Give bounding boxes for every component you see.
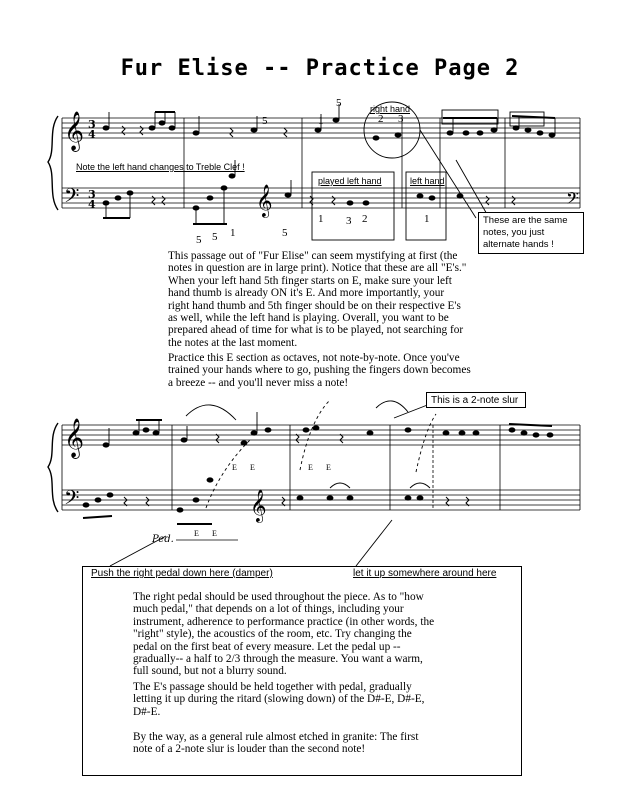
- svg-text:1: 1: [318, 213, 324, 225]
- svg-text:5: 5: [336, 97, 342, 109]
- system1-bass-staff: [62, 188, 580, 208]
- svg-text:2: 2: [378, 113, 384, 125]
- intro-paragraph: This passage out of "Fur Elise" can seem mystifying at first (the notes in question are in large print). Notice that these are all "E's." When your left hand 5th finger starts on E, make sure your left hand thumb is already ON it's E. And more importantly, your right hand thumb and 5th finger should be on their respective E's as well, while the left hand is playing. Overall, you want to be prepared ahead of time for what is to be played, not searching for the notes at the last moment.: [168, 250, 467, 349]
- svg-text:2: 2: [362, 213, 368, 225]
- treble-clef-icon: 𝄞: [64, 111, 85, 151]
- e-passage-paragraph: The E's passage should be held together with pedal, gradually letting it up during the ritard (slowing down) of the D#-E, D#-E, D#-E.: [133, 681, 425, 718]
- treble-clef-icon: 𝄞: [64, 418, 85, 458]
- bass-clef-icon: 𝄢: [566, 188, 579, 212]
- pedal-down-label: Push the right pedal down here (damper): [91, 568, 273, 579]
- played-left-hand-label: played left hand: [318, 176, 382, 186]
- svg-text:3: 3: [346, 215, 352, 227]
- treble-clef-note: Note the left hand changes to Treble Clef !: [76, 162, 245, 172]
- right-hand-label: right hand: [370, 104, 411, 114]
- left-hand-label: left hand: [410, 176, 445, 186]
- treble-clef-icon: 𝄞: [256, 184, 273, 217]
- svg-text:1: 1: [424, 213, 430, 225]
- svg-text:3: 3: [88, 118, 96, 131]
- svg-text:E: E: [212, 529, 217, 538]
- svg-text:3: 3: [88, 188, 96, 201]
- brace-icon: [48, 116, 58, 210]
- same-notes-callout: These are the same notes, you just alternate hands !: [478, 212, 584, 254]
- svg-text:5: 5: [212, 231, 218, 243]
- slur-rule-paragraph: By the way, as a general rule almost etched in granite: The first note of a 2-note slur is louder than the second note!: [133, 731, 419, 756]
- two-note-slur-callout: This is a 2-note slur: [426, 392, 526, 408]
- system2-treble-staff: [62, 425, 580, 445]
- svg-text:E: E: [308, 463, 313, 472]
- pedal-mark-icon: Ped.: [152, 534, 174, 545]
- svg-text:5: 5: [282, 227, 288, 239]
- page-title: Fur Elise -- Practice Page 2: [120, 56, 520, 81]
- pedal-info-box: [82, 566, 522, 776]
- svg-text:4: 4: [88, 128, 96, 141]
- system2-bass-staff: [62, 490, 580, 510]
- svg-text:E: E: [326, 463, 331, 472]
- brace-icon: [48, 423, 58, 512]
- svg-text:E: E: [232, 463, 237, 472]
- svg-text:5: 5: [196, 234, 202, 246]
- pedal-up-label: let it up somewhere around here: [353, 568, 497, 579]
- svg-text:3: 3: [398, 113, 404, 125]
- svg-text:E: E: [250, 463, 255, 472]
- svg-text:5: 5: [262, 115, 268, 127]
- pedal-paragraph: The right pedal should be used throughout the piece. As to "how much pedal," that depends on a lot of things, including your instrument, adherence to performance practice (in other words, the "right" style), the acoustics of the room, etc. Try changing the pedal on the first beat of every measure. Let the pedal up -- gradually-- a half to 2/3 through the measure. You want a warm, full sound, but not a blurry sound.: [133, 591, 435, 678]
- bass-clef-icon: 𝄢: [64, 486, 80, 514]
- svg-text:1: 1: [230, 227, 236, 239]
- svg-text:1: 1: [318, 115, 324, 127]
- svg-text:E: E: [194, 529, 199, 538]
- svg-text:4: 4: [88, 198, 96, 211]
- treble-clef-icon: 𝄞: [250, 489, 267, 522]
- octave-practice-paragraph: Practice this E section as octaves, not note-by-note. Once you've trained your hands where to go, pushing the fingers down becomes a breeze -- and you'll never miss a note!: [168, 352, 471, 389]
- bass-clef-icon: 𝄢: [64, 184, 80, 212]
